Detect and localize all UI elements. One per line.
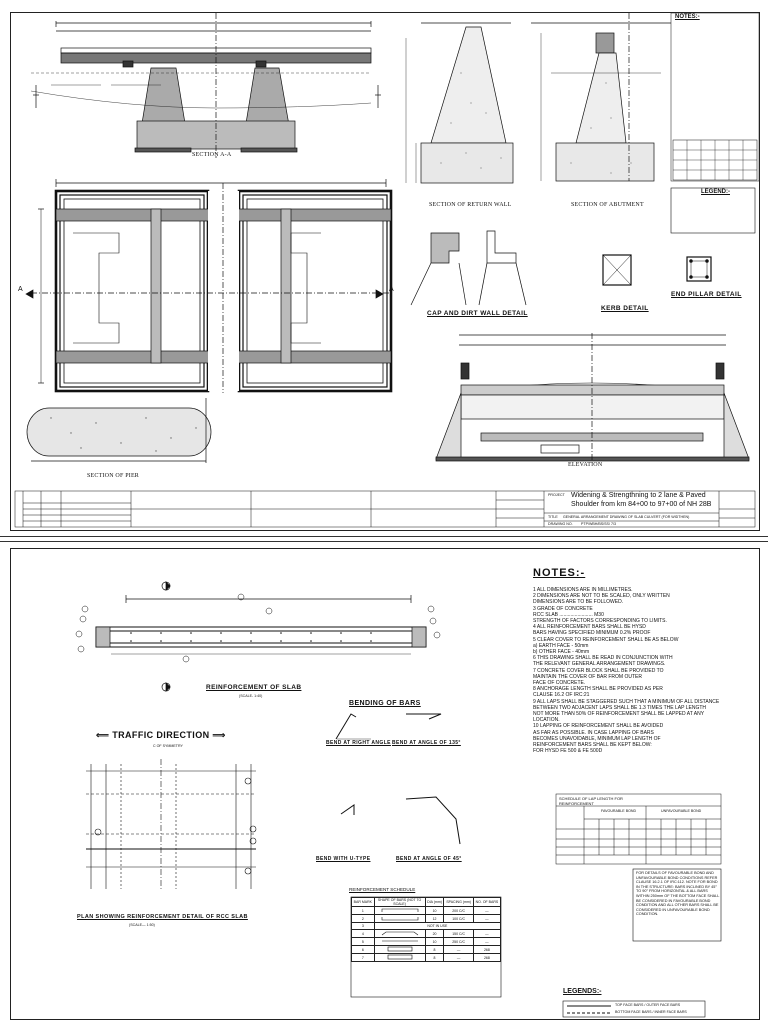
table-cell: 12 <box>425 915 444 923</box>
table-cell: 10 <box>425 907 444 915</box>
table-row <box>352 954 501 962</box>
slab-section-drawing <box>76 594 440 662</box>
table-cell: 200 C/C <box>444 907 473 915</box>
sheet2-notes-title: NOTES:- <box>533 567 586 579</box>
arrow-right-icon: ⟹ <box>212 730 226 740</box>
bend-135-label: BEND AT ANGLE OF 135° <box>392 740 461 746</box>
drawing-no-value: PTP/WBH/BS/SS/ 7/3 <box>581 522 616 526</box>
drawing-sheet-general-arrangement <box>10 12 760 531</box>
table-cell: NOT IN USE <box>374 923 500 930</box>
table-cell: 150 C/C <box>444 930 473 938</box>
schedule-header-row <box>352 898 501 907</box>
north-marker-icon <box>162 582 170 691</box>
bar-shape-cell <box>374 946 425 954</box>
table-cell: 10 <box>425 938 444 946</box>
traffic-direction-text: TRAFFIC DIRECTION <box>112 730 210 740</box>
bend-u-type-label: BEND WITH U-TYPE <box>316 856 371 862</box>
bond-note-text: FOR DETAILS OF FAVOURABLE BOND AND UNFAVOURABLE BOND CONDITIONS REFER CLAUSE 16.2.1 OF IRC:112. NOTE FOR BOND IN THE STRUCTURE: BARS INCLINED BY 45° TO 90° FROM HORIZONTAL & ALL BARS WITHIN 250mm OF THE BOTTOM FACE SHALL BE CONSIDERED IN FAVOURABLE BOND CONDITION AND ALL OTHER BARS SHALL BE CONSIDERED IN UNFAVOURABLE BOND CONDITION. <box>636 871 720 917</box>
table-cell: — <box>473 907 500 915</box>
abutment-drawing <box>531 13 671 181</box>
table-cell: 7 <box>352 954 375 962</box>
kerb-detail-caption: KERB DETAIL <box>601 305 649 312</box>
plan-reinforcement-drawing <box>86 759 256 889</box>
end-pillar-caption: END PILLAR DETAIL <box>671 291 742 298</box>
project-label: PROJECT <box>548 493 565 497</box>
table-row <box>352 923 501 930</box>
schedule-header-cell: NO. OF BARS <box>473 898 500 907</box>
plan-reinforcement-scale: (SCALE— 1:50) <box>129 923 155 927</box>
plan-reinforcement-title: PLAN SHOWING REINFORCEMENT DETAIL OF RCC SLAB <box>77 914 248 920</box>
sheet1-legend-title: LEGEND:- <box>701 189 730 195</box>
sheet-separator-2 <box>0 541 768 542</box>
cap-dirt-wall-caption: CAP AND DIRT WALL DETAIL <box>427 310 528 317</box>
table-row <box>352 915 501 923</box>
lap-unfavourable-label: UNFAVOURABLE BOND <box>661 809 702 813</box>
bar-shape-icon <box>380 915 420 921</box>
bar-shape-icon <box>380 930 420 936</box>
table-cell: 5 <box>352 938 375 946</box>
table-row <box>352 938 501 946</box>
table-cell: — <box>473 938 500 946</box>
legend-bottom-face-bars: BOTTOM FACE BARS / INNER FACE BARS <box>615 1010 687 1014</box>
bar-shape-icon <box>380 938 420 944</box>
bend-right-angle-label: BEND AT RIGHT ANGLE <box>326 740 391 746</box>
reinforcement-slab-scale: (SCALE- 1:40) <box>239 694 263 698</box>
sheet2-legends-title: LEGENDS:- <box>563 988 602 995</box>
table-row <box>352 930 501 938</box>
legend-top-face-bars: TOP FACE BARS / OUTER FACE BARS <box>615 1003 681 1007</box>
table-cell: 2 <box>352 915 375 923</box>
bar-shape-icon <box>380 946 420 952</box>
cap-dirt-wall-drawing <box>411 231 711 305</box>
section-aa-caption: SECTION A-A <box>192 152 232 158</box>
drawing-sheet-reinforcement <box>10 548 760 1020</box>
lap-length-title: SCHEDULE OF LAP LENGTH FOR REINFORCEMENT <box>559 796 623 806</box>
bar-shape-icon <box>380 954 420 960</box>
bar-shape-cell <box>374 954 425 962</box>
symmetry-label: C OF SYMMETRY <box>153 744 183 748</box>
elevation-caption: ELEVATION <box>568 462 603 468</box>
table-cell: — <box>444 954 473 962</box>
schedule-header-cell: SHAPE OF BARS (NOT TO SCALE) <box>374 898 425 907</box>
sheet1-drawing <box>11 13 759 530</box>
schedule-header-cell: DIA (mm) <box>425 898 444 907</box>
project-title-line-2: Shoulder from km 84+00 to 97+00 of NH 28B <box>571 501 712 508</box>
plan-view-drawing <box>26 179 391 393</box>
schedule-title: REINFORCEMENT SCHEDULE <box>349 887 416 892</box>
return-wall-drawing <box>406 23 513 183</box>
table-cell: — <box>473 930 500 938</box>
traffic-direction-label <box>96 730 226 741</box>
section-aa-drawing <box>31 13 381 158</box>
reinforcement-slab-title: REINFORCEMENT OF SLAB <box>206 684 302 691</box>
table-cell: — <box>444 946 473 954</box>
table-cell: 1 <box>352 907 375 915</box>
table-cell: 268 <box>473 954 500 962</box>
section-marker-a-right: A <box>389 286 394 293</box>
sheet-separator <box>0 536 768 537</box>
table-cell: 3 <box>352 923 375 930</box>
table-cell: 6 <box>352 946 375 954</box>
project-title-line-1: Widening & Strengthning to 2 lane & Paved <box>571 492 706 499</box>
return-wall-caption: SECTION OF RETURN WALL <box>429 202 512 208</box>
table-row <box>352 946 501 954</box>
reinforcement-schedule-table <box>351 897 501 962</box>
schedule-header-cell: SPACING (mm) <box>444 898 473 907</box>
sheet2-notes-body: 1 ALL DIMENSIONS ARE IN MILLIMETRES. 2 DIMENSIONS ARE NOT TO BE SCALED, ONLY WRITTEN DIMENSIONS ARE TO BE FOLLOWED. 3 GRADE OF CONCRETE RCC SLAB ........................ M30 STRENGTH OF FACTORS CORRESPONDING TO LIMITS. 4 ALL REINFORCEMENT BARS SHALL BE HYSD BARS HAVING SPECIFIED MINIMUM 0.2% PROOF 5 CLEAR COVER TO REINFORCEMENT SHALL BE AS BELOW a) EARTH FACE - 50mm b) OTHER FACE - 40mm 6 THIS DRAWING SHALL BE READ IN CONJUNCTION WITH THE RELEVANT GENERAL ARRANGEMENT DRAWINGS. 7 CONCRETE COVER BLOCK SHALL BE PROVIDED TO MAINTAIN THE COVER OF BAR FROM OUTER FACE OF CONCRETE. 8 ANCHORAGE LENGTH SHALL BE PROVIDED AS PER CLAUSE 16.2 OF IRC:21 9 ALL LAPS SHALL BE STAGGERED SUCH THAT A MINIMUM OF ALL DISTANCE BETWEEN TWO ADJACENT LAPS SHALL BE 1.3 TIMES THE LAP LENGTH NOT MORE THAN 50% OF REINFORCEMENT SHALL BE LAPPED AT ANY LOCATION. 10 LAPPING OF REINFORCEMENT SHALL BE AVOIDED AS FAR AS POSSIBLE. IN CASE LAPPING OF BARS BECOMES UNAVOIDABLE, MINIMUM LAP LENGTH OF REINFORCEMENT BARS SHALL BE KEPT BELOW: FOR HYSD FE 500 & FE 500D <box>533 587 720 755</box>
elevation-drawing <box>436 333 749 463</box>
table-cell: 8 <box>425 954 444 962</box>
abutment-caption: SECTION OF ABUTMENT <box>571 202 644 208</box>
bar-shape-cell <box>374 938 425 946</box>
table-cell: 100 C/C <box>444 915 473 923</box>
table-cell: 8 <box>425 946 444 954</box>
sheet1-notes-title: NOTES:- <box>675 14 700 20</box>
bending-bar-shapes <box>336 714 460 844</box>
title-value: GENERAL ARRANGEMENT DRAWING OF SLAB CULVERT (FOR WIDTHEN) <box>563 515 690 519</box>
bending-bars-title: BENDING OF BARS <box>349 700 421 707</box>
bar-shape-cell <box>374 930 425 938</box>
section-marker-a-left: A <box>18 286 23 293</box>
table-cell: 4 <box>352 930 375 938</box>
section-of-pier-drawing <box>27 398 211 463</box>
arrow-left-icon: ⟸ <box>96 730 110 740</box>
section-pier-caption: SECTION OF PIER <box>87 473 140 479</box>
schedule-header-cell: BAR MARK <box>352 898 375 907</box>
table-cell: 250 C/C <box>444 938 473 946</box>
drawing-no-label: DRAWING NO. <box>548 522 573 526</box>
table-cell: 268 <box>473 946 500 954</box>
table-cell: — <box>473 915 500 923</box>
bar-shape-cell <box>374 907 425 915</box>
bend-45-label: BEND AT ANGLE OF 45° <box>396 856 462 862</box>
lap-favourable-label: FAVOURABLE BOND <box>601 809 637 813</box>
table-row <box>352 907 501 915</box>
title-label: TITLE <box>548 515 558 519</box>
bar-shape-icon <box>380 907 420 913</box>
bar-shape-cell <box>374 915 425 923</box>
table-cell: 20 <box>425 930 444 938</box>
